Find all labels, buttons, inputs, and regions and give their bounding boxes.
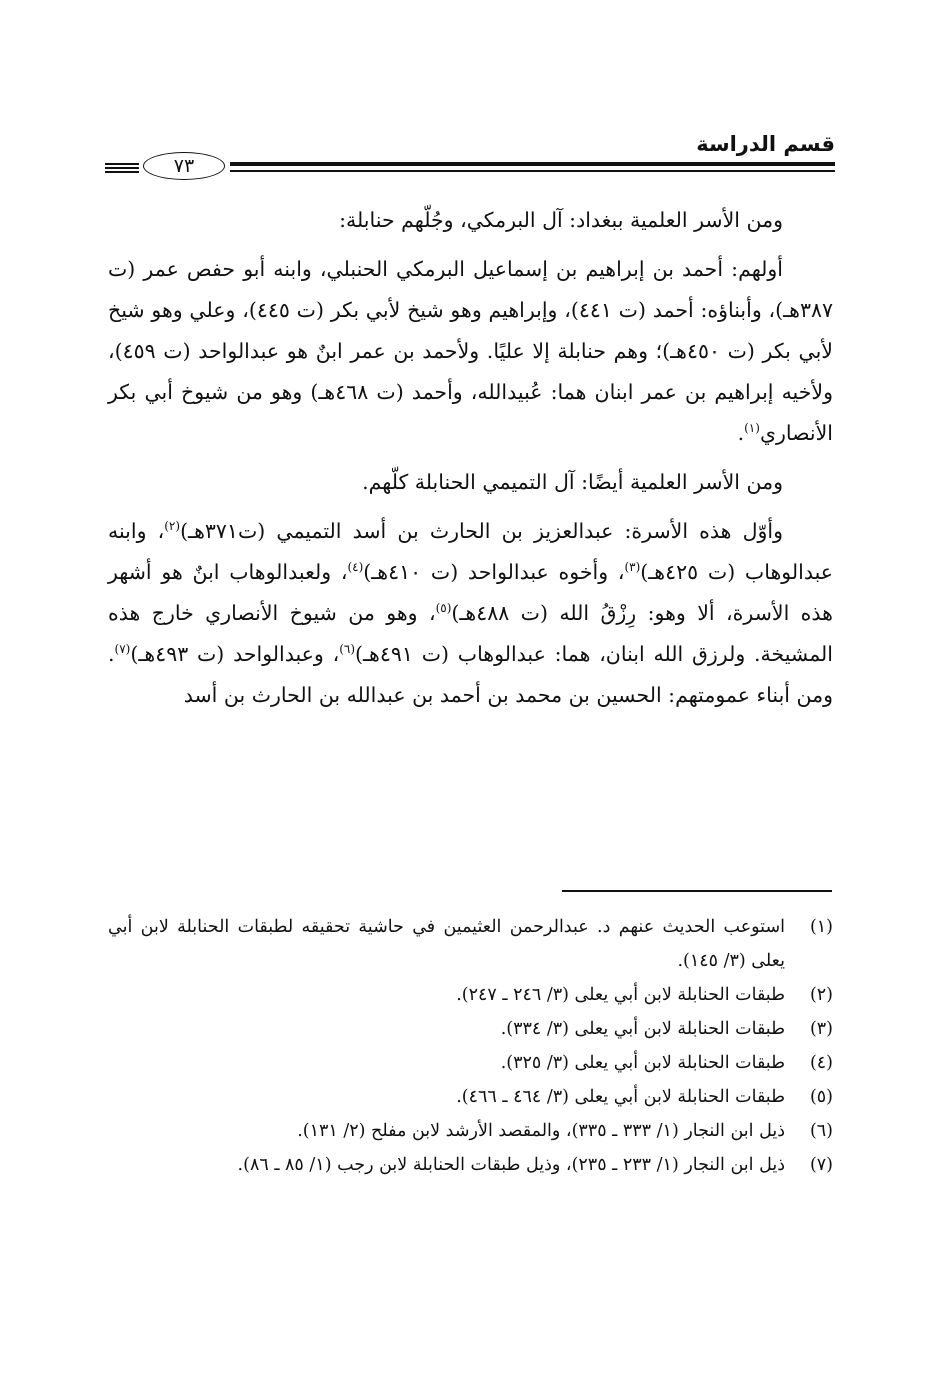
header-rule-thick (230, 162, 835, 166)
footnote-number: (٣) (809, 1019, 833, 1039)
footnote-text: طبقات الحنابلة لابن أبي يعلى (٣/ ٤٦٤ ـ ٤٦٦). (456, 1087, 785, 1107)
footnote-marker[interactable]: (٢) (164, 519, 181, 534)
footnote-number: (١) (809, 917, 833, 937)
footnote-text: استوعب الحديث عنهم د. عبدالرحمن العثيمين في حاشية تحقيقه لطبقات الحنابلة لابن أبي يعلى (٣/ ١٤٥). (108, 917, 785, 971)
footnote-marker[interactable]: (٤) (347, 560, 364, 575)
footnote-item (108, 1012, 833, 1046)
footnote-separator (562, 890, 832, 892)
paragraph-text: ومن الأسر العلمية أيضًا: آل التميمي الحنابلة كلّهم. (362, 470, 783, 494)
footnote-marker[interactable]: (٧) (114, 642, 131, 657)
footnote-number: (٧) (809, 1155, 833, 1175)
section-title: قسم الدراسة (696, 132, 835, 156)
paragraph-text: ومن الأسر العلمية ببغداد: آل البرمكي، وجُلّهم حنابلة: (339, 208, 783, 232)
paragraph (108, 249, 833, 454)
paragraph-text: ، وعبدالواحد (ت ٤٩٣هـ) (130, 642, 340, 666)
footnote-number: (٤) (809, 1053, 833, 1073)
footnote-text: ذيل ابن النجار (١/ ٢٣٣ ـ ٢٣٥)، وذيل طبقات الحنابلة لابن رجب (١/ ٨٥ ـ ٨٦). (237, 1155, 785, 1175)
paragraph-text: ، وأخوه عبدالواحد (ت ٤١٠هـ) (363, 560, 625, 584)
paragraph (108, 462, 833, 503)
footnote-marker[interactable]: (٥) (435, 601, 452, 616)
main-text (108, 200, 833, 724)
footnote-text: طبقات الحنابلة لابن أبي يعلى (٣/ ٢٤٦ ـ ٢٤٧). (456, 985, 785, 1005)
footnote-item (108, 1148, 833, 1182)
footnote-text: طبقات الحنابلة لابن أبي يعلى (٣/ ٣٣٤). (500, 1019, 785, 1039)
paragraph-text: . ومن أبناء عمومتهم: الحسين بن محمد بن أحمد بن عبدالله بن الحارث بن أسد (108, 642, 833, 707)
footnote-item (108, 978, 833, 1012)
footnote-item (108, 910, 833, 978)
footnote-number: (٢) (809, 985, 833, 1005)
page-number: ٧٣ (143, 152, 225, 180)
footnote-item (108, 1046, 833, 1080)
footnote-item (108, 1114, 833, 1148)
footnote-marker[interactable]: (٣) (624, 560, 641, 575)
footnote-number: (٥) (809, 1087, 833, 1107)
footnote-marker[interactable]: (١) (744, 421, 760, 436)
paragraph-text: وأوّل هذه الأسرة: عبدالعزيز بن الحارث بن أسد التميمي (ت٣٧١هـ) (180, 519, 783, 543)
paragraph-text: أولهم: أحمد بن إبراهيم بن إسماعيل البرمكي الحنبلي، وابنه أبو حفص عمر (ت ٣٨٧هـ)، وأبناؤه: أحمد (ت ٤٤١)، وإبراهيم وهو شيخ لأبي بكر (ت ٤٤٥)، وعلي وهو شيخ لأبي بكر (ت ٤٥٠هـ)؛ وهم حنابلة إلا عليًا. ولأحمد بن عمر ابنٌ هو عبدالواحد (ت ٤٥٩)، ولأخيه إبراهيم بن عمر ابنان هما: عُبيدالله، وأحمد (ت ٤٦٨هـ) وهو من شيوخ أبي بكر الأنصاري (108, 257, 834, 445)
footnote-number: (٦) (809, 1121, 833, 1141)
paragraph-text: ، وهو من شيوخ الأنصاري خارج هذه المشيخة. ولرزق الله ابنان، هما: عبدالوهاب (ت ٤٩١هـ) (108, 601, 833, 666)
paragraph (108, 511, 833, 716)
header-left-bars (105, 163, 139, 175)
footnote-text: طبقات الحنابلة لابن أبي يعلى (٣/ ٣٢٥). (500, 1053, 785, 1073)
paragraph-text: . (737, 421, 745, 445)
paragraph-text: ، وابنه عبدالوهاب (ت ٤٢٥هـ) (108, 519, 834, 584)
paragraph (108, 200, 833, 241)
header-rule-thin (230, 170, 835, 172)
page-header (105, 132, 835, 182)
paragraph-text: ، ولعبدالوهاب ابنٌ هو أشهر هذه الأسرة، ألا وهو: رِزْقُ الله (ت ٤٨٨هـ) (108, 560, 833, 625)
footnote-item (108, 1080, 833, 1114)
footnote-marker[interactable]: (٦) (339, 642, 356, 657)
footnotes (108, 910, 833, 1182)
footnote-text: ذيل ابن النجار (١/ ٣٣٣ ـ ٣٣٥)، والمقصد الأرشد لابن مفلح (٢/ ١٣١). (297, 1121, 785, 1141)
